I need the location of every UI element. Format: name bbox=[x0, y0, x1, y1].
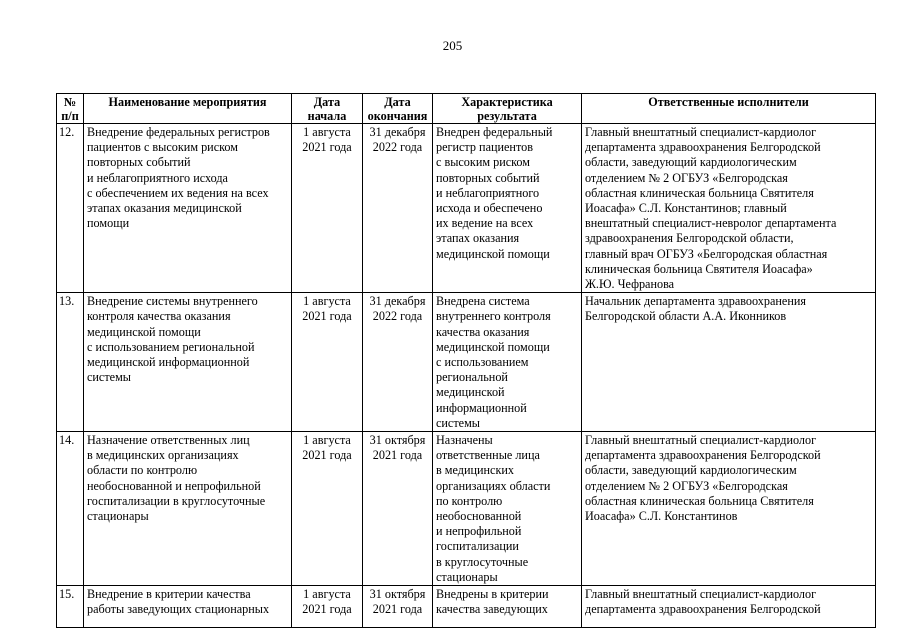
cell-line: 2021 года bbox=[372, 448, 423, 463]
header-num bbox=[57, 94, 84, 124]
cell-line: работы заведующих стационарных bbox=[87, 602, 270, 617]
cell-line: 2021 года bbox=[302, 140, 352, 155]
cell-line: Назначение ответственных лиц bbox=[87, 433, 250, 448]
table-row bbox=[57, 432, 876, 586]
cell-line: стационары bbox=[436, 569, 498, 584]
row-number: 12. bbox=[57, 124, 84, 293]
header-end-date bbox=[363, 94, 433, 124]
cell-line: Главный внештатный специалист-кардиолог bbox=[585, 587, 817, 602]
cell-line: Внедрен федеральный bbox=[436, 125, 553, 139]
cell-line: в круглосуточные bbox=[436, 554, 529, 569]
cell-line: 2022 года bbox=[372, 140, 423, 155]
row-number: 14. bbox=[57, 432, 84, 586]
start-date bbox=[292, 124, 363, 293]
cell-line: области, заведующий кардиологическим bbox=[585, 155, 797, 170]
cell-line: внутреннего контроля bbox=[436, 309, 551, 324]
cell-line: 2021 года bbox=[302, 448, 352, 463]
cell-line: в медицинских организациях bbox=[87, 448, 239, 463]
cell-line: отделением № 2 ОГБУЗ «Белгородская bbox=[585, 478, 788, 493]
result-description bbox=[433, 124, 582, 293]
start-date bbox=[292, 586, 363, 628]
cell-line: и непрофильной bbox=[436, 524, 522, 539]
cell-line: 2021 года bbox=[302, 309, 352, 324]
result-description bbox=[433, 432, 582, 586]
row-number: 15. bbox=[57, 586, 84, 628]
cell-line: необоснованной и непрофильной bbox=[87, 478, 261, 493]
cell-line: качества оказания bbox=[436, 324, 530, 339]
cell-line: необоснованной bbox=[436, 509, 522, 524]
cell-line: № bbox=[63, 95, 77, 109]
cell-line: медицинской помощи bbox=[87, 324, 201, 339]
cell-line: Внедрение в критерии качества bbox=[87, 587, 251, 602]
cell-line: 31 октября bbox=[369, 587, 426, 602]
cell-line: 2022 года bbox=[372, 309, 423, 324]
cell-line: главный врач ОГБУЗ «Белгородская областная bbox=[585, 246, 828, 261]
cell-line: стационары bbox=[87, 509, 149, 524]
cell-line: повторных событий bbox=[436, 170, 540, 185]
cell-line: с использованием региональной bbox=[87, 339, 255, 354]
cell-line: помощи bbox=[87, 216, 130, 231]
cell-line: 2021 года bbox=[372, 602, 423, 617]
start-date bbox=[292, 432, 363, 586]
cell-line: Внедрена система bbox=[436, 294, 530, 309]
cell-line: контроля качества оказания bbox=[87, 309, 231, 324]
cell-line: Начальник департамента здравоохранения bbox=[585, 294, 806, 309]
cell-line: Внедрены в критерии bbox=[436, 587, 549, 602]
cell-line: Иоасафа» С.Л. Константинов; главный bbox=[585, 201, 787, 216]
cell-line: 1 августа bbox=[303, 294, 351, 309]
cell-line: Ответственные исполнители bbox=[648, 95, 809, 109]
cell-line: внештатный специалист-невролог департамента bbox=[585, 216, 837, 231]
cell-line: этапах оказания bbox=[436, 231, 520, 246]
cell-line: госпитализации bbox=[436, 539, 519, 554]
responsible-persons bbox=[582, 432, 876, 586]
cell-line: Главный внештатный специалист-кардиолог bbox=[585, 433, 817, 448]
cell-line: их ведение на всех bbox=[436, 216, 534, 231]
cell-line: здравоохранения Белгородской области, bbox=[585, 231, 794, 246]
cell-line: Дата bbox=[384, 95, 411, 109]
cell-line: исхода и обеспечено bbox=[436, 201, 543, 216]
table-row bbox=[57, 124, 876, 293]
cell-line: Главный внештатный специалист-кардиолог bbox=[585, 125, 817, 139]
cell-line: с высоким риском bbox=[436, 155, 531, 170]
cell-line: Внедрение системы внутреннего bbox=[87, 294, 258, 309]
cell-line: клиническая больница Святителя Иоасафа» bbox=[585, 261, 813, 276]
cell-line: департамента здравоохранения Белгородской bbox=[585, 140, 821, 155]
result-description bbox=[433, 586, 582, 628]
cell-line: 31 декабря bbox=[369, 125, 426, 139]
end-date bbox=[363, 586, 433, 628]
cell-line: 2021 года bbox=[302, 602, 352, 617]
result-description bbox=[433, 293, 582, 432]
cell-line: 1 августа bbox=[303, 433, 351, 448]
header-result bbox=[433, 94, 582, 124]
cell-line: 31 декабря bbox=[369, 294, 426, 309]
cell-line: в медицинских bbox=[436, 463, 514, 478]
cell-line: п/п bbox=[61, 109, 79, 123]
end-date bbox=[363, 124, 433, 293]
activity-name bbox=[84, 586, 292, 628]
cell-line: медицинской помощи bbox=[436, 339, 550, 354]
row-number: 13. bbox=[57, 293, 84, 432]
cell-line: департамента здравоохранения Белгородской bbox=[585, 448, 821, 463]
cell-line: региональной bbox=[436, 370, 508, 385]
cell-line: отделением № 2 ОГБУЗ «Белгородская bbox=[585, 170, 788, 185]
cell-line: госпитализации в круглосуточные bbox=[87, 493, 266, 508]
activity-name bbox=[84, 124, 292, 293]
cell-line: 31 октября bbox=[369, 433, 426, 448]
header-name bbox=[84, 94, 292, 124]
cell-line: и неблагоприятного bbox=[436, 185, 540, 200]
cell-line: области по контролю bbox=[87, 463, 198, 478]
end-date bbox=[363, 293, 433, 432]
cell-line: областная клиническая больница Святителя bbox=[585, 185, 814, 200]
cell-line: департамента здравоохранения Белгородской bbox=[585, 602, 821, 617]
cell-line: пациентов с высоким риском bbox=[87, 140, 238, 155]
cell-line: Внедрение федеральных регистров bbox=[87, 125, 270, 139]
cell-line: медицинской информационной bbox=[87, 355, 250, 370]
responsible-persons bbox=[582, 586, 876, 628]
cell-line: по контролю bbox=[436, 493, 503, 508]
cell-line: информационной bbox=[436, 400, 527, 415]
cell-line: результата bbox=[477, 109, 537, 123]
cell-line: Белгородской области А.А. Иконников bbox=[585, 309, 787, 324]
cell-line: области, заведующий кардиологическим bbox=[585, 463, 797, 478]
cell-line: Дата bbox=[313, 95, 341, 109]
activity-name bbox=[84, 432, 292, 586]
cell-line: этапах оказания медицинской bbox=[87, 201, 242, 216]
cell-line: ответственные лица bbox=[436, 448, 540, 463]
cell-line: организациях области bbox=[436, 478, 551, 493]
activities-table bbox=[56, 93, 876, 628]
end-date bbox=[363, 432, 433, 586]
cell-line: с использованием bbox=[436, 355, 529, 370]
cell-line: Иоасафа» С.Л. Константинов bbox=[585, 509, 738, 524]
page-number: 205 bbox=[442, 38, 463, 53]
header-responsible bbox=[582, 94, 876, 124]
cell-line: системы bbox=[87, 370, 131, 385]
cell-line: 1 августа bbox=[303, 587, 351, 602]
table-header-row bbox=[57, 94, 876, 124]
cell-line: с обеспечением их ведения на всех bbox=[87, 185, 269, 200]
responsible-persons bbox=[582, 293, 876, 432]
cell-line: системы bbox=[436, 415, 480, 430]
cell-line: Назначены bbox=[436, 433, 493, 448]
cell-line: Характеристика bbox=[461, 95, 553, 109]
cell-line: Наименование мероприятия bbox=[108, 95, 267, 109]
cell-line: окончания bbox=[367, 109, 428, 123]
cell-line: Ж.Ю. Чефранова bbox=[585, 277, 675, 292]
cell-line: медицинской помощи bbox=[436, 246, 550, 261]
start-date bbox=[292, 293, 363, 432]
header-start-date bbox=[292, 94, 363, 124]
cell-line: и неблагоприятного исхода bbox=[87, 170, 228, 185]
table-row bbox=[57, 293, 876, 432]
responsible-persons bbox=[582, 124, 876, 293]
cell-line: медицинской bbox=[436, 385, 505, 400]
cell-line: областная клиническая больница Святителя bbox=[585, 493, 814, 508]
cell-line: начала bbox=[307, 109, 347, 123]
cell-line: 1 августа bbox=[303, 125, 351, 139]
cell-line: качества заведующих bbox=[436, 602, 548, 617]
activity-name bbox=[84, 293, 292, 432]
table-row bbox=[57, 586, 876, 628]
cell-line: регистр пациентов bbox=[436, 140, 533, 155]
cell-line: повторных событий bbox=[87, 155, 191, 170]
